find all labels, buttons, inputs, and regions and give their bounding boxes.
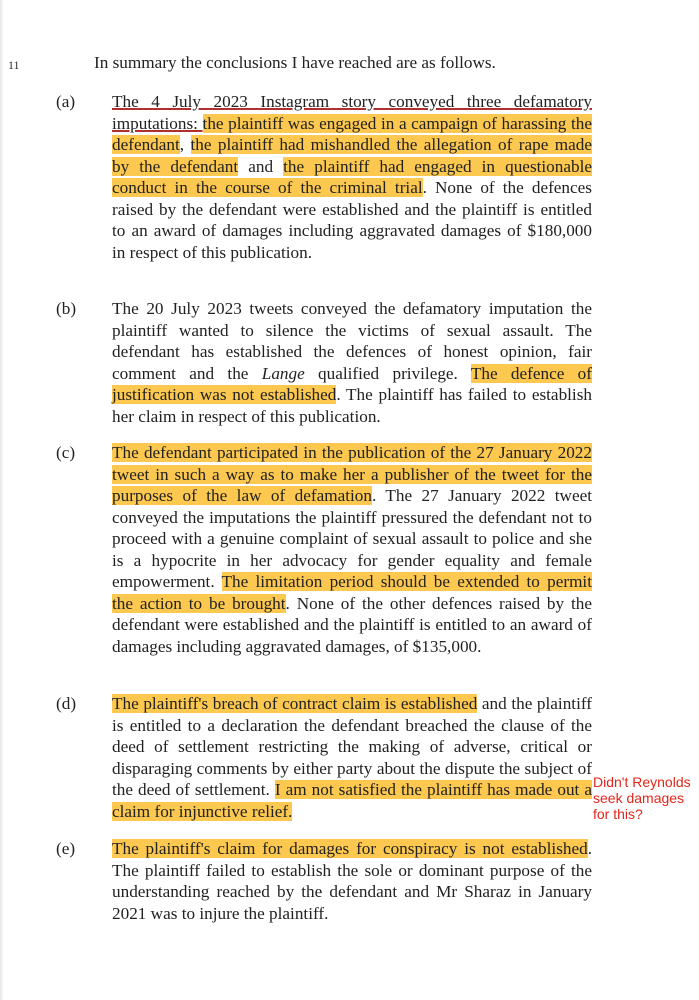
plain-text: and <box>238 156 284 176</box>
highlighted-text: The limitation period should be extended to permit the action to be brought <box>112 572 592 613</box>
italic-text: Lange <box>261 363 305 383</box>
item-label: (c) <box>56 443 76 462</box>
plain-text: . The 27 January 2022 tweet conveyed the imputations the plaintiff pressured the defendant not to proceed with a genuine complaint of sexual assault to police and she is a hypocrite in her advocacy for gender equality and female empowerment. <box>112 486 592 591</box>
item-text <box>112 442 592 657</box>
item-label: (e) <box>56 839 76 858</box>
plain-text: qualified privilege. <box>304 363 471 383</box>
highlighted-text: The plaintiff's claim for damages for conspiracy is not established <box>112 839 588 858</box>
item-text <box>112 91 592 263</box>
highlighted-text: the plaintiff was engaged in a campaign of harassing the defendant <box>112 113 592 154</box>
highlighted-text: The defence of justification was not established <box>112 363 592 404</box>
item-label: (b) <box>56 299 77 318</box>
item-text <box>112 838 592 924</box>
page-edge-shadow <box>0 0 4 1000</box>
highlighted-text: I am not satisfied the plaintiff has made out a claim for injunctive relief. <box>112 780 592 821</box>
plain-text: , <box>179 135 191 154</box>
item-text <box>112 693 592 822</box>
underlined-text: The 4 July 2023 Instagram story conveyed three defamatory imputations: <box>112 92 592 133</box>
intro-sentence: In summary the conclusions I have reached are as follows. <box>94 53 496 72</box>
item-label: (a) <box>56 92 76 111</box>
item-label: (d) <box>56 694 77 713</box>
plain-text: . The plaintiff has failed to establish her claim in respect of this publication. <box>112 385 592 426</box>
plain-text: . None of the other defences raised by the defendant were established and the plaintiff is entitled to an award of damages including aggravated damages, of $135,000. <box>112 593 592 656</box>
plain-text: . The plaintiff failed to establish the sole or dominant purpose of the understanding reached by the defendant and Mr Sharaz in January 2021 was to injure the plaintiff. <box>112 839 592 923</box>
plain-text: and the plaintiff is entitled to a declaration the defendant breached the clause of the deed of settlement restricting the making of adverse, critical or disparaging comments by either party about the dispute the subject of the deed of settlement. <box>112 694 592 799</box>
plain-text: . None of the defences raised by the defendant were established and the plaintiff is entitled to an award of damages including aggravated damages of $180,000 in respect of this publication. <box>112 178 592 262</box>
highlighted-text: The defendant participated in the publication of the 27 January 2022 tweet in such a way as to make her a publisher of the tweet for the purposes of the law of defamation <box>112 443 592 505</box>
margin-comment: Didn't Reynolds seek damages for this? <box>593 774 691 822</box>
highlighted-text: the plaintiff had mishandled the allegation of rape made by the defendant <box>112 135 592 176</box>
highlighted-text: The plaintiff's breach of contract claim is established <box>112 694 478 713</box>
paragraph-number: 11 <box>8 58 20 72</box>
plain-text: The 20 July 2023 tweets conveyed the defamatory imputation the plaintiff wanted to silence the victims of sexual assault. The defendant has established the defences of honest opinion, fair comment and the <box>112 299 592 383</box>
highlighted-text: the plaintiff had engaged in questionable conduct in the course of the criminal trial <box>112 156 592 197</box>
item-text <box>112 298 592 427</box>
